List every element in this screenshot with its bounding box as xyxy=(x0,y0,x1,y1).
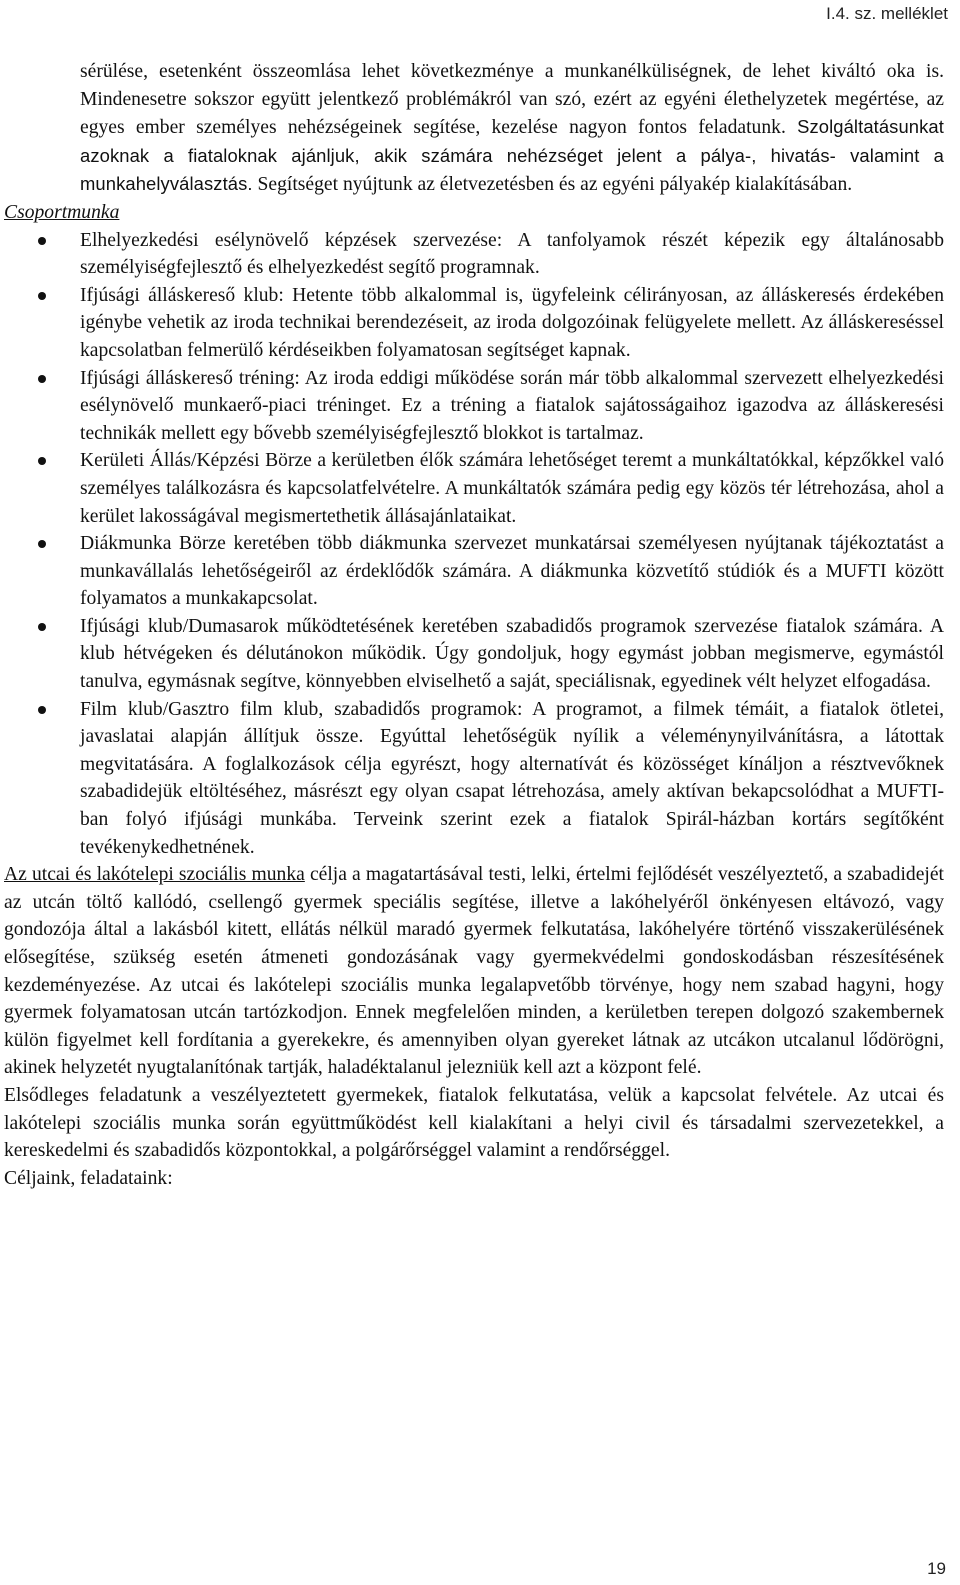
list-item xyxy=(4,613,944,696)
list-item xyxy=(4,365,944,448)
intro-text-2: Szolgáltatásunkat azoknak a fiataloknak ajánljuk, akik számára nehézséget jelent a pálya-, hivatás- valamint a munkahelyválasztás. xyxy=(80,116,944,195)
bullet-icon xyxy=(38,237,46,245)
page-number: 19 xyxy=(927,1559,946,1578)
list-item-text: Ifjúsági álláskereső klub: Hetente több alkalommal is, ügyfeleink célirányosan, az álláskeresés érdekében igénybe vehetik az iroda technikai berendezéseit, az iroda dolgozóinak felügyelete mellett. Az álláskereséssel kapcsolatban felmerülő kérdéseikben folyamatosan segítséget kapnak. xyxy=(80,284,944,361)
bullet-list xyxy=(4,227,944,862)
list-item xyxy=(4,447,944,530)
document-body xyxy=(4,58,944,1192)
street-work-lead: Az utcai és lakótelepi szociális munka xyxy=(4,864,305,886)
bullet-icon xyxy=(38,706,46,714)
list-item xyxy=(4,696,944,862)
list-item-text: Film klub/Gasztro film klub, szabadidős programok: A programot, a filmek témáit, a fiatalok ötletei, javaslatai alapján állítjuk össze. Egyúttal lehetőségük nyílik a véleménynyilvánításra, a látottak megvitatására. A foglalkozások célja egyrészt, hogy alternatívát és közösséget kínáljon a résztvevőknek szabadidejük eltöltéséhez, másrészt egy olyan csapat létrehozása, amely aktívan bekapcsolódhat a MUFTI-ban folyó ifjúsági munkába. Terveink szerint ezek a fiatalok Spirál-házban kortárs segítőként tevékenykedhetnének. xyxy=(80,698,944,858)
list-item xyxy=(4,227,944,282)
bullet-icon xyxy=(38,457,46,465)
intro-text-1: sérülése, esetenként összeomlása lehet következménye a munkanélküliségnek, de lehet kiváltó oka is. Mindenesetre sokszor együtt jelentkező problémákról van szó, ezért az egyéni élethelyzetek megértése, az egyes ember személyes nehézségeinek segítése, kezelése nagyon fontos feladatunk. xyxy=(80,61,944,139)
list-item-text: Elhelyezkedési esélynövelő képzések szervezése: A tanfolyamok részét képezik egy általánosabb személyiségfejlesztő és elhelyezkedést segítő programnak. xyxy=(80,229,944,279)
page-header: I.4. sz. melléklet xyxy=(826,4,948,23)
list-item-text: Kerületi Állás/Képzési Börze a kerületben élők számára lehetőséget teremt a munkáltatókkal, képzőkkel való személyes találkozásra és kapcsolatfelvételre. A munkáltatók számára pedig egy közös tér létrehozása, ahol a kerület lakosságával megismertethetik állásajánlataikat. xyxy=(80,450,944,527)
intro-text-3: Segítséget nyújtunk az életvezetésben és az egyéni pályakép kialakításában. xyxy=(257,174,853,196)
bullet-icon xyxy=(38,540,46,548)
intro-paragraph xyxy=(4,58,944,199)
bullet-icon xyxy=(38,375,46,383)
list-item xyxy=(4,282,944,365)
list-item-text: Diákmunka Börze keretében több diákmunka szervezet munkatársai személyesen nyújtanak tájékoztatást a munkavállalás lehetőségeiről az érdeklődők számára. A diákmunka közvetítő stúdiók és a MUFTI között folyamatos a munkakapcsolat. xyxy=(80,533,944,610)
bullet-icon xyxy=(38,623,46,631)
section-title: Csoportmunka xyxy=(4,201,120,223)
goals-label: Céljaink, feladataink: xyxy=(4,1167,173,1189)
bullet-icon xyxy=(38,292,46,300)
list-item-text: Ifjúsági klub/Dumasarok működtetésének keretében szabadidős programok szervezése fiatalok számára. A klub hétvégeken és délutánokon működik. Úgy gondoljuk, hogy egymást jobban megismerve, egymástól tanulva, egymásnak segítve, könnyebben elviselhető a saját, speciálisnak, egyedinek vélt helyzet elfogadása. xyxy=(80,615,944,693)
intro-block xyxy=(4,58,944,199)
street-work-text: célja a magatartásával testi, lelki, értelmi fejlődését veszélyeztető, a szabadidejét az utcán töltő kallódó, csellengő gyermek speciális segítése, illetve a lakóhelyéről önkényesen eltávozó, vagy gondozója által a lakásból kitett, ellátás nélkül maradó gyermek felkutatása, lakóhelyére történő visszakerülésének elősegítése, szükség esetén átmeneti gondozásának vagy gyermekvédelmi gondoskodásban részesítésének kezdeményezése. Az utcai és lakótelepi szociális munka legalapvetőbb törvénye, hogy nem szabad hagyni, hogy gyermek folyamatosan utcán tartózkodjon. Ennek megfelelően minden, a kerületben terepen dolgozó szakembernek külön figyelmet kell fordítania a gyerekekre, és amennyiben olyan gyereket látnak az utcákon utcalanul lődörögni, akinek helyzetét nyugtalanítónak tartják, haladéktalanul jelezniük kell azt a központ felé. xyxy=(4,864,944,1079)
list-item-text: Ifjúsági álláskereső tréning: Az iroda eddigi működése során már több alkalommal szervezett elhelyezkedési esélynövelő munkaerő-piaci tréninget. Ez a tréning a fiatalok sajátosságaihoz igazodva az álláskeresési technikák mellett egy bővebb személyiségfejlesztő blokkot is tartalmaz. xyxy=(80,367,944,444)
street-work-paragraph xyxy=(4,861,944,1082)
primary-task-paragraph: Elsődleges feladatunk a veszélyeztetett gyermekek, fiatalok felkutatása, velük a kapcsolat felvétele. Az utcai és lakótelepi szociális munka során együttműködést kell kialakítani a helyi civil és társadalmi szervezetekkel, a kereskedelmi és szabadidős központokkal, a polgárőrséggel valamint a rendőrséggel. xyxy=(4,1084,944,1162)
list-item xyxy=(4,530,944,613)
